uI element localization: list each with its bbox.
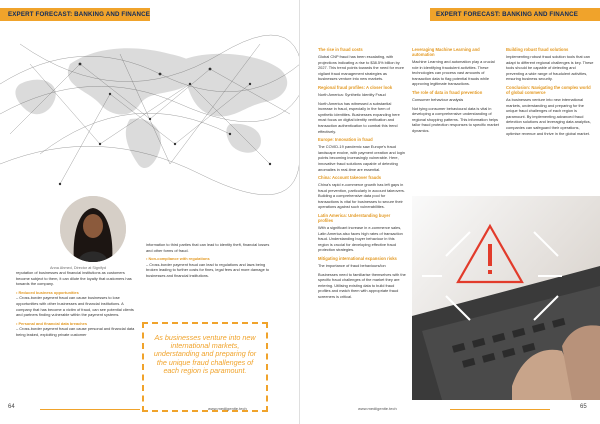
right-header-banner: EXPERT FORECAST: BANKING AND FINANCE [430,8,600,21]
section-heading: Mitigating international expansion risks [318,256,397,262]
section-heading: Europe: Innovation in fraud [318,137,373,143]
right-header-tick [596,8,600,21]
section-heading: Leveraging Machine Learning and automation [412,47,480,57]
right-column-2 [412,44,500,137]
body-paragraph: Implementing robust fraud solution tools that can adapt to different regional challenges is key. These tools should be capable of detecting and preventing a wide range of fraudulent activities, ensuring business security. [506,54,594,82]
section-heading: Building robust fraud solutions [506,47,569,52]
right-page [300,0,600,424]
bullet-heading-regulations: • Non-compliance with regulations [146,256,210,262]
left-col1-paragraph: reputation of businesses and financial institutions as customers become subject to them, it can dilute the loyalty that customers has towards the company. [16,270,132,287]
left-col2-paragraph: information to third parties that can lead to identity theft, financial losses and other forms of fraud. [146,242,270,253]
left-footer-line [40,409,140,410]
bullet-text-data-breaches: – Cross-border payment fraud can cause personal and financial data being leaked, exploiting private customer [16,326,135,337]
pull-quote: As businesses venture into new international markets, understanding and preparing for the unique fraud challenges of each region is paramount. [142,322,268,412]
body-paragraph: Not tying consumer behavioural data is vital in developing a comprehensive understanding of regional shopping patterns. This information helps tailor fraud protection responses to specific market dynamics. [412,105,499,133]
body-paragraph: Global CNP fraud has been escalating, with projections indicating a rise to $38.5% billion by 2027. This trend points towards the need for more vigilant fraud management strategies as businesses venture into new markets. [318,54,405,82]
world-network-map-image [0,24,300,204]
right-footer-line [450,409,550,410]
left-footer-url[interactable]: www.mediigenite.tech [208,406,247,411]
portrait-caption: Anna Ahmed, Director at Signifyd [50,266,106,270]
right-column-3 [506,44,594,139]
body-paragraph: North America: Synthetic Identity Fraud [318,91,386,97]
left-page-number: 64 [8,404,15,410]
body-paragraph: Machine Learning and automation play a crucial role in identifying fraudulent activities. These technologies can process vast amounts of transaction data to flag potential frauds while approving legitimate transactions. [412,59,495,87]
bullet-heading-data-breaches: • Personal and financial data breaches [16,320,87,326]
laptop-security-alert-image [412,196,600,400]
right-footer-url[interactable]: www.mediigenite.tech [358,406,397,411]
body-paragraph: With a significant increase in e-commerce sales, Latin America also faces high rates of transaction fraud. Understanding buyer behaviour in this region is crucial for developing effective fraud protection strategies. [318,225,403,253]
left-column-2 [146,242,270,282]
bullet-text-opportunities: – Cross-border payment fraud can cause businesses to lose opportunities with other businesses and financial institutions. A company that has become a victim of fraud, can see potential clients and partners finding vulnerable within the payment systems. [16,295,134,318]
section-heading: Conclusion: Navigating the complex world of global commerce [506,84,591,95]
section-heading: Latin America: Understanding buyer profiles [318,213,391,224]
body-paragraph: As businesses venture into new international markets, understanding and preparing for the unique fraud challenges of each region is paramount. By implementing advanced fraud detection solutions and leveraging data analytics, companies can safeguard their operations, optimise revenue and thrive in the global market. [506,96,591,136]
body-paragraph: China's rapid e-commerce growth has left gaps in fraud prevention, particularly in account takeovers. Building a comprehensive data pool for transactions is vital for businesses to secure their operations against such vulnerabilities. [318,182,405,210]
bullet-heading-opportunities: • Reduced business opportunities [16,289,79,295]
bullet-text-regulations: – Cross-border payment fraud can lead to regulations and laws being broken leading to further costs for fines, legal fees and more damage to businesses and financial institutions. [146,261,270,278]
right-page-number: 65 [580,404,587,410]
body-paragraph: The COVID-19 pandemic saw Europe's fraud landscape evolve, with payment creation and login points becoming increasingly vulnerable. Here, innovative fraud solutions capable of detecting anomalies in real-time are essential. [318,144,405,172]
author-portrait-photo [60,196,126,262]
section-heading: The rise in fraud costs [318,47,363,52]
right-column-1 [318,44,406,303]
body-paragraph: Consumer behaviour analysis [412,96,464,102]
body-paragraph: Businesses need to familiarise themselves with the specific fraud challenges of the market they are entering. Utilising existing data to build fraud profiles and match them with appropriate fraud screeners is critical. [318,271,406,299]
left-column-1 [16,270,136,341]
left-header-banner: EXPERT FORECAST: BANKING AND FINANCE [0,8,150,21]
section-heading: China: Account takeover frauds [318,175,382,181]
section-heading: The role of data in fraud prevention [412,89,483,95]
body-paragraph: The importance of fraud behaviours/ion [318,263,386,269]
body-paragraph: North America has witnessed a substantial increase in fraud, especially in the form of synthetic identities. Businesses expanding here must focus on digital identity verification and transaction authentication to combat this trend effectively. [318,100,400,134]
section-heading: Regional fraud profiles: A closer look [318,84,393,90]
